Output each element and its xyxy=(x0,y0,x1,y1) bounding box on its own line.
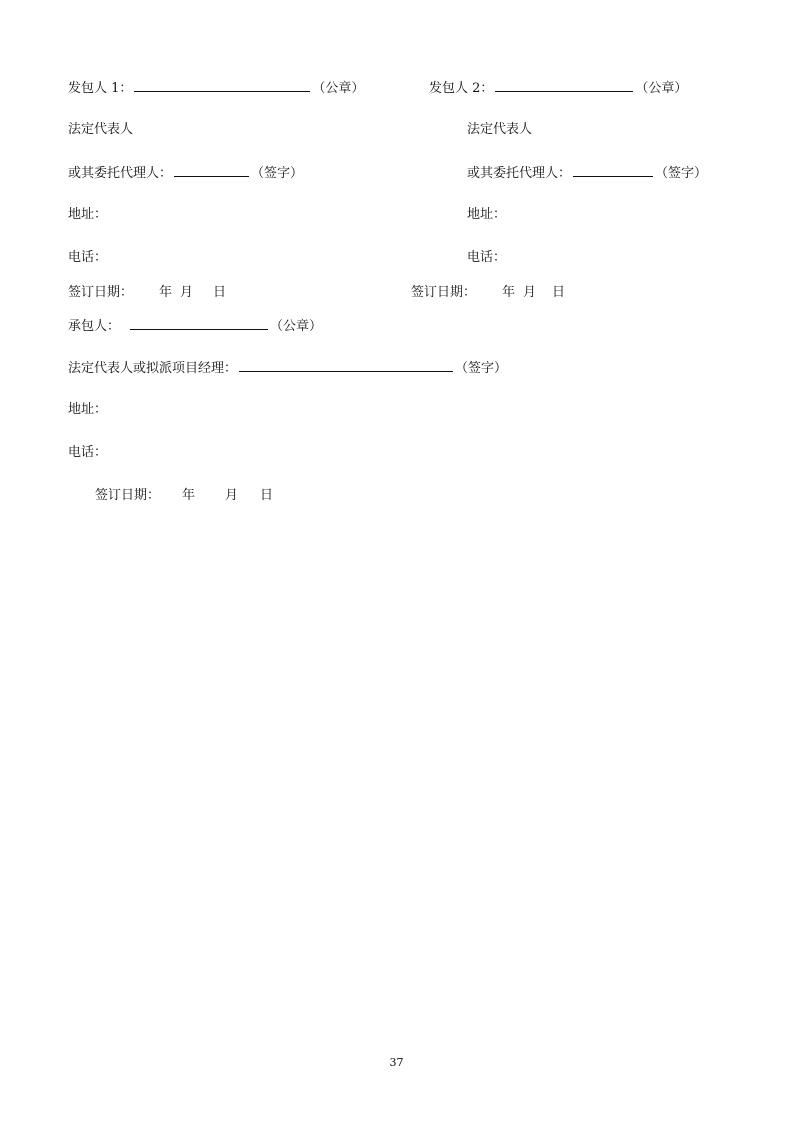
party-a1-phone: 电话： xyxy=(68,250,108,265)
party-a2-day: 日 xyxy=(552,285,566,300)
party-a2-seal: （公章） xyxy=(635,81,688,96)
party-a1-month: 月 xyxy=(180,285,194,300)
contractor-seal: （公章） xyxy=(270,319,323,334)
party-a2-year: 年 xyxy=(502,285,516,300)
contractor-rep-sign: （签字） xyxy=(455,361,508,376)
contractor-phone: 电话： xyxy=(68,445,108,460)
party-a1-label: 发包人 1： xyxy=(68,81,133,96)
party-a2-date-label: 签订日期： xyxy=(411,285,477,300)
party-a2-date-row xyxy=(411,285,565,301)
party-a2-agent-label: 或其委托代理人： xyxy=(467,166,572,181)
contractor-address: 地址： xyxy=(68,402,108,417)
party-a2-name-blank[interactable] xyxy=(495,79,633,92)
party-a1-agent-sign: （签字） xyxy=(251,166,304,181)
party-a1-date-row xyxy=(68,285,226,301)
party-a1-address: 地址： xyxy=(68,207,108,222)
party-a1-name-row xyxy=(68,79,364,97)
party-a1-agent-blank[interactable] xyxy=(174,164,249,177)
contractor-month: 月 xyxy=(225,488,239,503)
party-a2-agent-sign: （签字） xyxy=(655,166,708,181)
party-a1-agent-label: 或其委托代理人： xyxy=(68,166,173,181)
party-a1-day: 日 xyxy=(213,285,227,300)
party-a2-phone: 电话： xyxy=(467,250,507,265)
party-a2-agent-blank[interactable] xyxy=(573,164,653,177)
party-a2-month: 月 xyxy=(523,285,537,300)
party-a2-agent-row xyxy=(467,164,707,182)
party-a2-legal-rep: 法定代表人 xyxy=(467,122,533,137)
party-a2-label: 发包人 2： xyxy=(429,81,494,96)
contractor-date-label: 签订日期： xyxy=(95,488,161,503)
contractor-name-row xyxy=(68,317,322,335)
contractor-label: 承包人： xyxy=(68,319,121,334)
party-a1-legal-rep: 法定代表人 xyxy=(68,122,134,137)
page-number: 37 xyxy=(389,1056,404,1069)
contractor-year: 年 xyxy=(182,488,196,503)
party-a1-year: 年 xyxy=(159,285,173,300)
contractor-date-row xyxy=(95,488,273,504)
contractor-rep-row xyxy=(68,359,507,377)
contractor-day: 日 xyxy=(260,488,274,503)
party-a1-seal: （公章） xyxy=(312,81,365,96)
party-a1-agent-row xyxy=(68,164,303,182)
party-a1-date-label: 签订日期： xyxy=(68,285,134,300)
contractor-rep-label: 法定代表人或拟派项目经理： xyxy=(68,361,238,376)
party-a2-address: 地址： xyxy=(467,207,507,222)
contractor-name-blank[interactable] xyxy=(130,317,268,330)
party-a2-name-row xyxy=(429,79,687,97)
party-a1-name-blank[interactable] xyxy=(134,79,310,92)
contractor-rep-blank[interactable] xyxy=(239,359,453,372)
